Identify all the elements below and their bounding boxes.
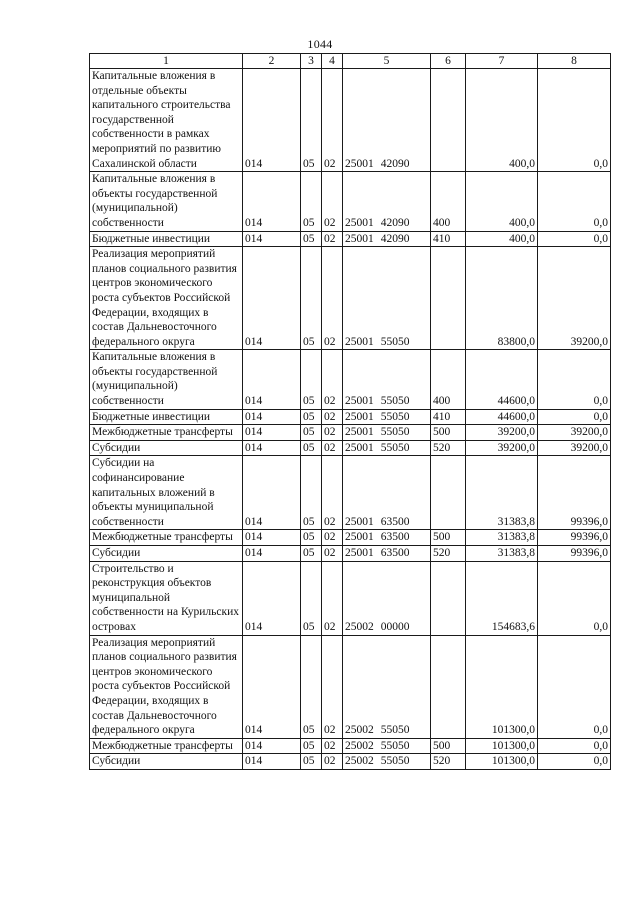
header-row [90, 54, 611, 69]
target-article-part: 55050 [380, 755, 410, 768]
amount-cell: 39200,0 [538, 440, 611, 456]
amount-cell: 400,0 [466, 172, 538, 231]
amount-cell: 101300,0 [466, 635, 538, 738]
expense-type-cell [431, 247, 466, 350]
row-name-cell: Субсидии [90, 754, 243, 770]
expense-type-cell: 410 [431, 409, 466, 425]
expense-type-cell [431, 456, 466, 530]
ministry-code-cell: 014 [243, 247, 301, 350]
target-article-cell [343, 440, 431, 456]
expense-type-cell [431, 69, 466, 172]
target-article-part: 25002 [345, 739, 374, 752]
table-row [90, 69, 611, 172]
subsection-code-cell: 02 [322, 69, 343, 172]
section-code-cell: 05 [301, 754, 322, 770]
ministry-code-cell: 014 [243, 754, 301, 770]
target-article-cell [343, 546, 431, 562]
amount-cell: 0,0 [538, 231, 611, 247]
subsection-code-cell: 02 [322, 561, 343, 635]
column-header: 5 [343, 54, 431, 69]
target-article-part: 55050 [380, 335, 410, 348]
column-header: 8 [538, 54, 611, 69]
ministry-code-cell: 014 [243, 440, 301, 456]
table-row [90, 409, 611, 425]
subsection-code-cell: 02 [322, 231, 343, 247]
target-article-part: 42090 [380, 216, 410, 229]
ministry-code-cell: 014 [243, 425, 301, 441]
table-body [90, 69, 611, 770]
column-header: 6 [431, 54, 466, 69]
section-code-cell: 05 [301, 247, 322, 350]
subsection-code-cell: 02 [322, 738, 343, 754]
subsection-code-cell: 02 [322, 425, 343, 441]
amount-cell: 99396,0 [538, 456, 611, 530]
subsection-code-cell: 02 [322, 440, 343, 456]
amount-cell: 101300,0 [466, 754, 538, 770]
subsection-code-cell: 02 [322, 754, 343, 770]
expense-type-cell [431, 635, 466, 738]
table-row [90, 350, 611, 409]
page-number: 1044 [307, 37, 333, 51]
table-row [90, 754, 611, 770]
amount-cell: 0,0 [538, 350, 611, 409]
expense-type-cell: 520 [431, 440, 466, 456]
row-name-cell: Реализация мероприятий планов социального развития центров экономического роста субъектов Российской Федерации, входящих в состав Дальневосточного федерального округа [90, 635, 243, 738]
target-article-part: 00000 [380, 620, 410, 633]
row-name-cell: Субсидии на софинансирование капитальных вложений в объекты муниципальной собственности [90, 456, 243, 530]
column-header: 4 [322, 54, 343, 69]
expense-type-cell: 410 [431, 231, 466, 247]
target-article-part: 25001 [345, 441, 374, 454]
row-name-cell: Капитальные вложения в объекты государственной (муниципальной) собственности [90, 172, 243, 231]
ministry-code-cell: 014 [243, 409, 301, 425]
subsection-code-cell: 02 [322, 530, 343, 546]
amount-cell: 99396,0 [538, 530, 611, 546]
table-row [90, 231, 611, 247]
section-code-cell: 05 [301, 440, 322, 456]
target-article-part: 25001 [345, 426, 374, 439]
row-name-cell: Межбюджетные трансферты [90, 738, 243, 754]
target-article-cell [343, 247, 431, 350]
amount-cell: 39200,0 [466, 425, 538, 441]
amount-cell: 99396,0 [538, 546, 611, 562]
target-article-part: 25001 [345, 232, 374, 245]
section-code-cell: 05 [301, 409, 322, 425]
amount-cell: 400,0 [466, 231, 538, 247]
target-article-cell [343, 172, 431, 231]
section-code-cell: 05 [301, 456, 322, 530]
amount-cell: 39200,0 [466, 440, 538, 456]
subsection-code-cell: 02 [322, 172, 343, 231]
target-article-cell [343, 69, 431, 172]
amount-cell: 0,0 [538, 561, 611, 635]
section-code-cell: 05 [301, 546, 322, 562]
subsection-code-cell: 02 [322, 247, 343, 350]
amount-cell: 83800,0 [466, 247, 538, 350]
column-header: 7 [466, 54, 538, 69]
target-article-part: 25002 [345, 724, 374, 737]
amount-cell: 0,0 [538, 172, 611, 231]
expense-type-cell: 400 [431, 350, 466, 409]
column-header: 3 [301, 54, 322, 69]
section-code-cell: 05 [301, 172, 322, 231]
subsection-code-cell: 02 [322, 350, 343, 409]
ministry-code-cell: 014 [243, 231, 301, 247]
section-code-cell: 05 [301, 561, 322, 635]
ministry-code-cell: 014 [243, 456, 301, 530]
ministry-code-cell: 014 [243, 350, 301, 409]
amount-cell: 31383,8 [466, 530, 538, 546]
subsection-code-cell: 02 [322, 635, 343, 738]
budget-table [89, 53, 611, 770]
amount-cell: 44600,0 [466, 350, 538, 409]
target-article-cell [343, 425, 431, 441]
table-row [90, 456, 611, 530]
table-row [90, 546, 611, 562]
table-row [90, 635, 611, 738]
section-code-cell: 05 [301, 738, 322, 754]
amount-cell: 31383,8 [466, 546, 538, 562]
ministry-code-cell: 014 [243, 738, 301, 754]
column-header: 1 [90, 54, 243, 69]
amount-cell: 44600,0 [466, 409, 538, 425]
table-row [90, 561, 611, 635]
row-name-cell: Межбюджетные трансферты [90, 425, 243, 441]
section-code-cell: 05 [301, 425, 322, 441]
target-article-part: 42090 [380, 157, 410, 170]
row-name-cell: Капитальные вложения в отдельные объекты капитального строительства государственной собственности в рамках мероприятий по развитию Сахалинской области [90, 69, 243, 172]
row-name-cell: Субсидии [90, 546, 243, 562]
expense-type-cell: 520 [431, 546, 466, 562]
amount-cell: 0,0 [538, 754, 611, 770]
target-article-cell [343, 561, 431, 635]
target-article-cell [343, 231, 431, 247]
table-row [90, 440, 611, 456]
target-article-part: 25001 [345, 216, 374, 229]
subsection-code-cell: 02 [322, 546, 343, 562]
table-row [90, 247, 611, 350]
target-article-part: 25002 [345, 620, 374, 633]
target-article-part: 63500 [380, 515, 410, 528]
table-row [90, 530, 611, 546]
target-article-part: 25002 [345, 755, 374, 768]
target-article-part: 55050 [380, 724, 410, 737]
amount-cell: 154683,6 [466, 561, 538, 635]
expense-type-cell: 520 [431, 754, 466, 770]
target-article-cell [343, 350, 431, 409]
target-article-part: 63500 [380, 531, 410, 544]
section-code-cell: 05 [301, 231, 322, 247]
amount-cell: 39200,0 [538, 425, 611, 441]
ministry-code-cell: 014 [243, 561, 301, 635]
target-article-cell [343, 754, 431, 770]
amount-cell: 39200,0 [538, 247, 611, 350]
target-article-part: 25001 [345, 157, 374, 170]
row-name-cell: Реализация мероприятий планов социального развития центров экономического роста субъектов Российской Федерации, входящих в состав Дальневосточного федерального округа [90, 247, 243, 350]
amount-cell: 0,0 [538, 738, 611, 754]
target-article-cell [343, 456, 431, 530]
column-header: 2 [243, 54, 301, 69]
ministry-code-cell: 014 [243, 172, 301, 231]
target-article-part: 63500 [380, 547, 410, 559]
expense-type-cell: 500 [431, 425, 466, 441]
target-article-part: 25001 [345, 547, 374, 559]
section-code-cell: 05 [301, 530, 322, 546]
amount-cell: 0,0 [538, 69, 611, 172]
amount-cell: 101300,0 [466, 738, 538, 754]
target-article-part: 25001 [345, 335, 374, 348]
section-code-cell: 05 [301, 635, 322, 738]
target-article-part: 55050 [380, 441, 410, 454]
ministry-code-cell: 014 [243, 546, 301, 562]
table-row [90, 172, 611, 231]
target-article-cell [343, 738, 431, 754]
amount-cell: 0,0 [538, 409, 611, 425]
target-article-cell [343, 409, 431, 425]
ministry-code-cell: 014 [243, 635, 301, 738]
target-article-part: 42090 [380, 232, 410, 245]
target-article-part: 55050 [380, 395, 410, 408]
amount-cell: 31383,8 [466, 456, 538, 530]
section-code-cell: 05 [301, 350, 322, 409]
row-name-cell: Бюджетные инвестиции [90, 231, 243, 247]
subsection-code-cell: 02 [322, 409, 343, 425]
target-article-cell [343, 635, 431, 738]
subsection-code-cell: 02 [322, 456, 343, 530]
row-name-cell: Строительство и реконструкция объектов муниципальной собственности на Курильских островах [90, 561, 243, 635]
ministry-code-cell: 014 [243, 530, 301, 546]
target-article-part: 55050 [380, 410, 410, 423]
target-article-part: 55050 [380, 739, 410, 752]
row-name-cell: Субсидии [90, 440, 243, 456]
target-article-part: 25001 [345, 531, 374, 544]
ministry-code-cell: 014 [243, 69, 301, 172]
target-article-cell [343, 530, 431, 546]
amount-cell: 400,0 [466, 69, 538, 172]
expense-type-cell [431, 561, 466, 635]
target-article-part: 25001 [345, 410, 374, 423]
target-article-part: 55050 [380, 426, 410, 439]
target-article-part: 25001 [345, 515, 374, 528]
table-row [90, 425, 611, 441]
expense-type-cell: 500 [431, 530, 466, 546]
target-article-part: 25001 [345, 395, 374, 408]
row-name-cell: Капитальные вложения в объекты государственной (муниципальной) собственности [90, 350, 243, 409]
table-row [90, 738, 611, 754]
amount-cell: 0,0 [538, 635, 611, 738]
row-name-cell: Межбюджетные трансферты [90, 530, 243, 546]
section-code-cell: 05 [301, 69, 322, 172]
expense-type-cell: 400 [431, 172, 466, 231]
expense-type-cell: 500 [431, 738, 466, 754]
row-name-cell: Бюджетные инвестиции [90, 409, 243, 425]
